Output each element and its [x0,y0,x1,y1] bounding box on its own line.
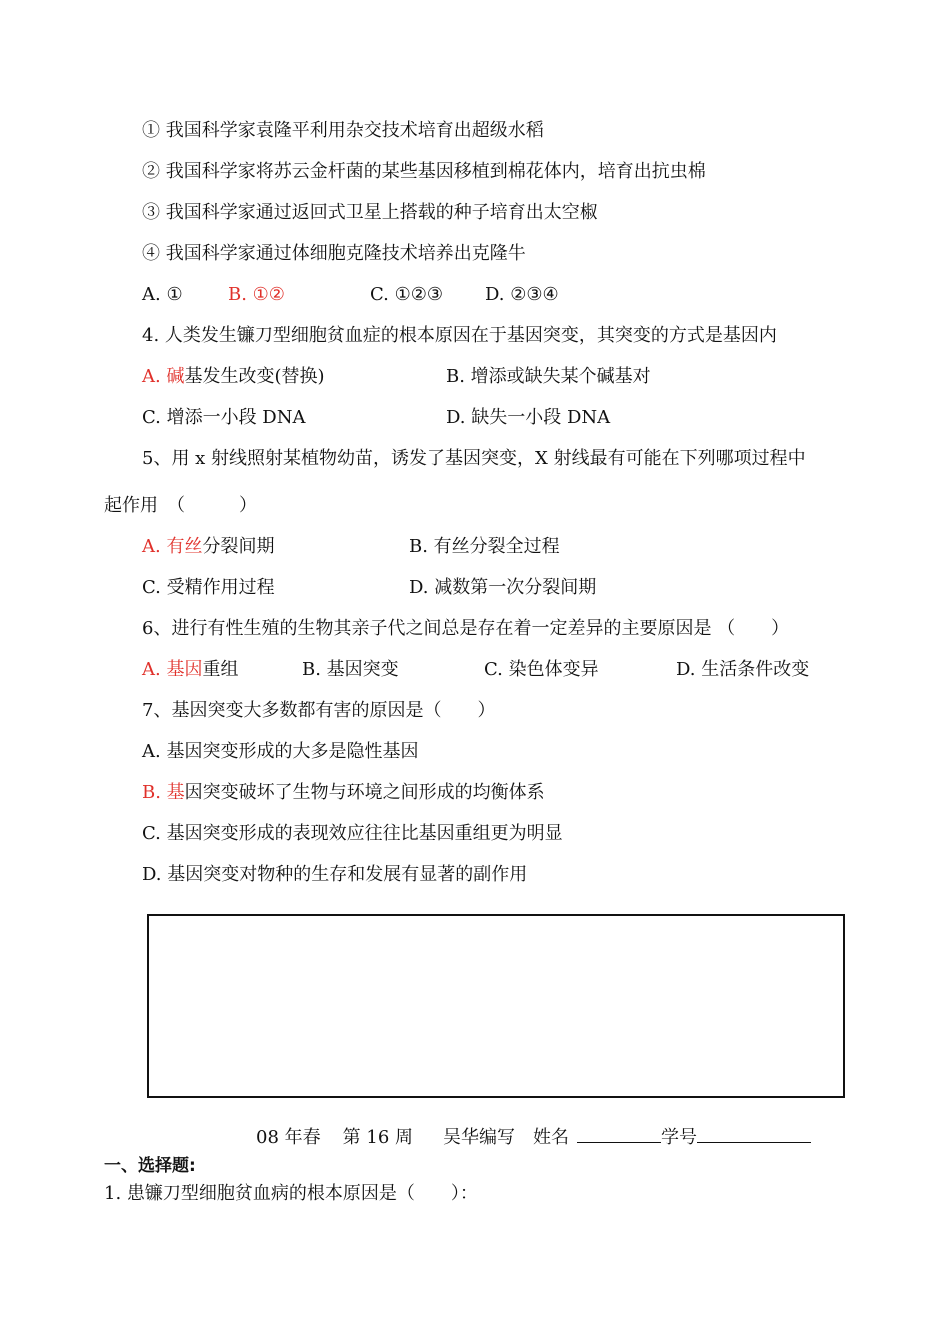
q5-option-c: C. 受精作用过程 [142,577,275,598]
q5-option-d: D. 减数第一次分裂间期 [409,577,597,598]
empty-answer-box [147,914,845,1098]
q3-option-c: C. ①②③ [370,284,443,305]
q6-option-b: B. 基因突变 [302,659,399,680]
q6-option-d: D. 生活条件改变 [676,659,810,680]
header-week: 第 16 周 [342,1127,413,1148]
q5-option-b: B. 有丝分裂全过程 [409,536,560,557]
q5-option-a-text: 分裂间期 [202,536,275,557]
q5-option-a [142,536,274,558]
q5-option-a-marked: A. 有丝 [142,536,203,557]
name-label: 姓名 [533,1127,569,1148]
q6-option-a [142,659,238,681]
q6-stem: 6、进行有性生殖的生物其亲子代之间总是存在着一定差异的主要原因是 （ ） [142,618,790,639]
q7-option-a: A. 基因突变形成的大多是隐性基因 [142,741,419,762]
q6-option-a-marked: A. 基因 [142,659,203,680]
q7-stem: 7、基因突变大多数都有害的原因是（ ） [142,700,496,721]
q4-option-a [142,366,325,388]
section-title: 一、选择题: [104,1156,196,1176]
q4-option-a-marked: A. 碱 [142,366,185,387]
q6-option-a-text: 重组 [202,659,239,680]
q5-stem-line-2: 起作用 （ ） [104,495,257,516]
q4-stem: 4. 人类发生镰刀型细胞贫血症的根本原因在于基因突变，其突变的方式是基因内 [142,325,777,346]
section-q1: 1. 患镰刀型细胞贫血病的根本原因是（ ）： [104,1183,478,1204]
q3-item-1: ① 我国科学家袁隆平利用杂交技术培育出超级水稻 [142,120,544,141]
header-author: 吴华编写 [443,1127,515,1148]
q3-option-b: B. ①② [228,284,285,305]
name-blank[interactable] [577,1124,661,1143]
q7-option-d: D. 基因突变对物种的生存和发展有显著的副作用 [142,864,528,885]
q7-option-b-marked: B. 基 [142,782,185,803]
q3-option-a: A. ① [142,284,183,305]
student-id-label: 学号 [661,1127,697,1148]
q3-item-2: ② 我国科学家将苏云金杆菌的某些基因移植到棉花体内，培育出抗虫棉 [142,161,706,182]
q3-item-3: ③ 我国科学家通过返回式卫星上搭载的种子培育出太空椒 [142,202,598,223]
q4-option-b: B. 增添或缺失某个碱基对 [446,366,651,387]
q7-option-b-text: 因突变破坏了生物与环境之间形成的均衡体系 [184,782,545,803]
q6-option-c: C. 染色体变异 [484,659,599,680]
q4-option-c: C. 增添一小段 DNA [142,407,306,428]
q3-option-d: D. ②③④ [485,284,559,305]
worksheet-header [256,1124,811,1149]
q4-option-a-text: 基发生改变(替换) [184,366,325,387]
q7-option-b [142,782,545,804]
q3-item-4: ④ 我国科学家通过体细胞克隆技术培养出克隆牛 [142,243,526,264]
q7-option-c: C. 基因突变形成的表现效应往往比基因重组更为明显 [142,823,563,844]
q5-stem-line-1: 5、用 x 射线照射某植物幼苗，诱发了基因突变，X 射线最有可能在下列哪项过程中 [142,448,806,469]
header-date: 08 年春 [256,1127,321,1148]
q4-option-d: D. 缺失一小段 DNA [446,407,611,428]
student-id-blank[interactable] [697,1124,811,1143]
